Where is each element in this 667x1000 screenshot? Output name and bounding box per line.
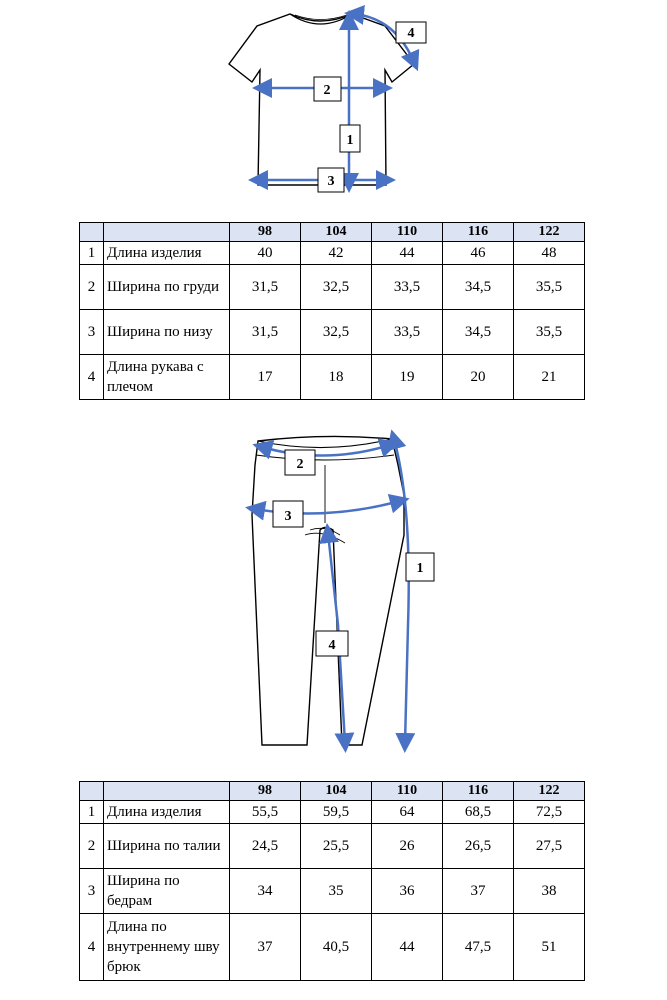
tshirt-diagram bbox=[0, 0, 667, 205]
svg-text:3: 3 bbox=[284, 509, 292, 524]
table-header-row bbox=[80, 782, 585, 801]
size-header: 116 bbox=[443, 782, 514, 801]
svg-text:2: 2 bbox=[296, 457, 304, 472]
svg-text:3: 3 bbox=[327, 174, 335, 189]
svg-text:1: 1 bbox=[346, 133, 354, 148]
table-row: 2 Ширина по талии 24,5 25,5 26 26,5 27,5 bbox=[80, 824, 585, 869]
svg-text:1: 1 bbox=[416, 561, 424, 576]
size-header: 98 bbox=[230, 223, 301, 242]
size-header: 104 bbox=[301, 223, 372, 242]
pants-diagram bbox=[0, 425, 667, 760]
size-header: 116 bbox=[443, 223, 514, 242]
pants-marker-2 bbox=[285, 450, 315, 475]
svg-text:4: 4 bbox=[407, 26, 415, 41]
size-header: 110 bbox=[372, 223, 443, 242]
pants-outline bbox=[252, 436, 404, 745]
pants-marker-3 bbox=[273, 501, 303, 527]
tshirt-marker-4 bbox=[396, 22, 426, 43]
table-header-row bbox=[80, 223, 585, 242]
tshirt-marker-2 bbox=[314, 77, 341, 101]
tshirt-size-table bbox=[79, 222, 585, 400]
svg-text:2: 2 bbox=[323, 83, 331, 98]
pants-marker-1 bbox=[406, 553, 434, 581]
size-header: 122 bbox=[514, 223, 585, 242]
tshirt-marker-1 bbox=[340, 125, 360, 152]
size-header: 110 bbox=[372, 782, 443, 801]
size-header: 104 bbox=[301, 782, 372, 801]
tshirt-marker-3 bbox=[318, 168, 344, 192]
table-row: 3 Ширина по низу 31,5 32,5 33,5 34,5 35,5 bbox=[80, 310, 585, 355]
table-row: 4 Длина рукава с плечом 17 18 19 20 21 bbox=[80, 355, 585, 400]
table-row: 1 Длина изделия 55,5 59,5 64 68,5 72,5 bbox=[80, 801, 585, 824]
size-header: 122 bbox=[514, 782, 585, 801]
table-row: 2 Ширина по груди 31,5 32,5 33,5 34,5 35,5 bbox=[80, 265, 585, 310]
pants-marker-4 bbox=[316, 631, 348, 656]
svg-text:4: 4 bbox=[328, 638, 336, 653]
table-row: 1 Длина изделия 40 42 44 46 48 bbox=[80, 242, 585, 265]
size-header: 98 bbox=[230, 782, 301, 801]
table-row: 3 Ширина по бедрам 34 35 36 37 38 bbox=[80, 869, 585, 914]
pants-size-table bbox=[79, 781, 585, 981]
table-row: 4 Длина по внутреннему шву брюк 37 40,5 44 47,5 51 bbox=[80, 914, 585, 981]
